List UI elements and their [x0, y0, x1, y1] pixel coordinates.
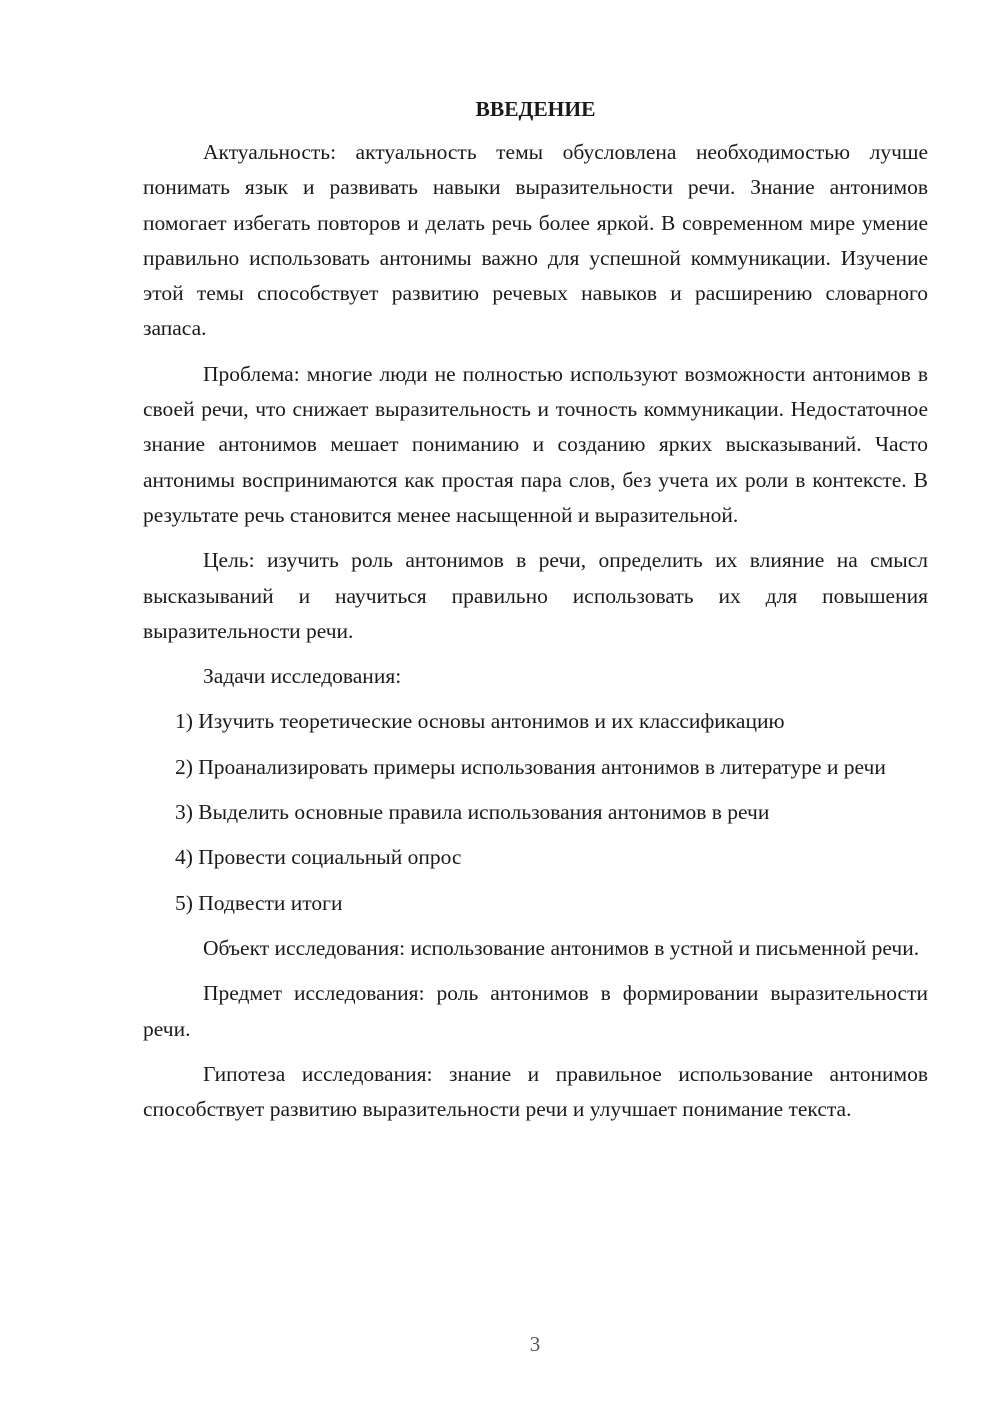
tasks-title: Задачи исследования: [203, 664, 402, 689]
task-item-4: 4) Провести социальный опрос [175, 845, 462, 870]
object-paragraph: Объект исследования: использование антонимов в устной и письменной речи. [203, 935, 920, 960]
task-item-5: 5) Подвести итоги [175, 890, 343, 915]
subject-paragraph: Предмет исследования: роль антонимов в формировании выразительности речи. [143, 981, 928, 1041]
task-item-2: 2) Проанализировать примеры использования антонимов в литературе и речи [175, 754, 886, 779]
task-item-3: 3) Выделить основные правила использования антонимов в речи [175, 800, 770, 825]
problem-paragraph: Проблема: многие люди не полностью используют возможности антонимов в своей речи, что снижает выразительность и точность коммуникации. Недостаточное знание антонимов мешает пониманию и созданию ярких высказываний. Часто антонимы воспринимаются как простая пара слов, без учета их роли в контексте. В результате речь становится менее насыщенной и выразительной. [143, 361, 928, 527]
task-item-1: 1) Изучить теоретические основы антонимов и их классификацию [175, 709, 785, 734]
document-page [143, 92, 928, 1137]
section-heading: ВВЕДЕНИЕ [475, 97, 596, 121]
relevance-paragraph: Актуальность: актуальность темы обусловлена необходимостью лучше понимать язык и развивать навыки выразительности речи. Знание антонимов помогает избегать повторов и делать речь более яркой. В современном мире умение правильно использовать антонимы важно для успешной коммуникации. Изучение этой темы способствует развитию речевых навыков и расширению словарного запаса. [143, 140, 928, 341]
goal-paragraph: Цель: изучить роль антонимов в речи, определить их влияние на смысл высказываний и научиться правильно использовать их для повышения выразительности речи. [143, 548, 928, 643]
page-number: 3 [529, 1332, 541, 1356]
hypothesis-paragraph: Гипотеза исследования: знание и правильное использование антонимов способствует развитию выразительности речи и улучшает понимание текста. [143, 1061, 928, 1122]
